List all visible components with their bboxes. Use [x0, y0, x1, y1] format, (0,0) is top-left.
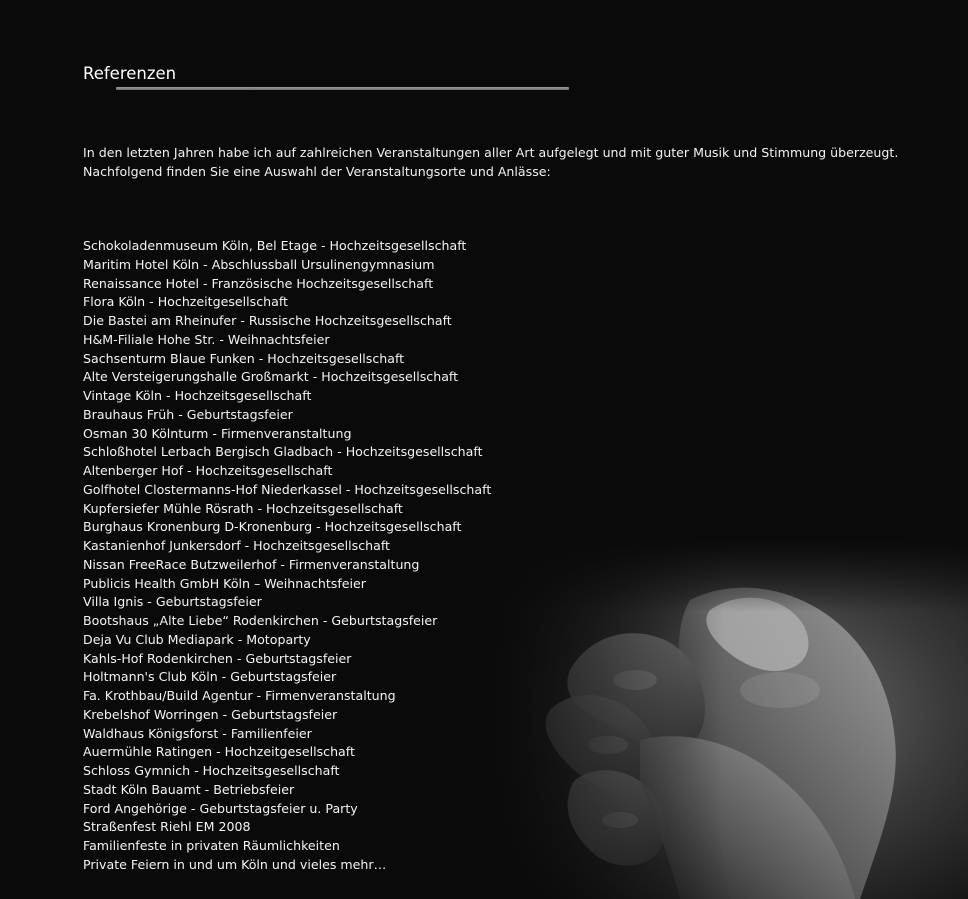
reference-item: Schokoladenmuseum Köln, Bel Etage - Hochzeitsgesellschaft [83, 238, 467, 253]
page-title: Referenzen [83, 64, 177, 83]
reference-item: Private Feiern in und um Köln und vieles mehr… [83, 856, 387, 872]
intro-text [83, 144, 923, 181]
hands-photo [480, 540, 968, 899]
reference-item: Kahls-Hof Rodenkirchen - Geburtstagsfeier [83, 650, 352, 666]
reference-item: Renaissance Hotel - Französische Hochzeitsgesellschaft [83, 275, 434, 291]
reference-item: Osman 30 Kölnturm - Firmenveranstaltung [83, 425, 352, 441]
reference-item: Bootshaus „Alte Liebe“ Rodenkirchen - Geburtstagsfeier [83, 613, 438, 628]
reference-item: Kastanienhof Junkersdorf - Hochzeitsgesellschaft [83, 538, 390, 553]
reference-item: Nissan FreeRace Butzweilerhof - Firmenveranstaltung [83, 556, 420, 572]
reference-item: Altenberger Hof - Hochzeitsgesellschaft [83, 463, 333, 478]
reference-list [83, 237, 491, 875]
reference-item: Sachsenturm Blaue Funken - Hochzeitsgesellschaft [83, 350, 405, 366]
reference-item: H&M-Filiale Hohe Str. - Weihnachtsfeier [83, 331, 330, 347]
reference-item: Holtmann's Club Köln - Geburtstagsfeier [83, 669, 337, 685]
intro-line-1: In den letzten Jahren habe ich auf zahlreichen Veranstaltungen aller Art aufgelegt und mit guter Musik und Stimmung überzeugt. [83, 145, 899, 160]
reference-item: Maritim Hotel Köln - Abschlussball Ursulinengymnasium [83, 256, 435, 272]
hands-photo-graphic [480, 540, 968, 899]
reference-item: Flora Köln - Hochzeitgesellschaft [83, 294, 288, 310]
reference-item: Deja Vu Club Mediapark - Motoparty [83, 631, 311, 647]
reference-item: Schloss Gymnich - Hochzeitsgesellschaft [83, 763, 340, 778]
reference-item: Krebelshof Worringen - Geburtstagsfeier [83, 706, 338, 722]
reference-item: Stadt Köln Bauamt - Betriebsfeier [83, 781, 295, 797]
reference-item: Die Bastei am Rheinufer - Russische Hochzeitsgesellschaft [83, 313, 452, 328]
reference-item: Villa Ignis - Geburtstagsfeier [83, 594, 262, 610]
reference-item: Schloßhotel Lerbach Bergisch Gladbach - Hochzeitsgesellschaft [83, 444, 483, 460]
reference-item: Fa. Krothbau/Build Agentur - Firmenveranstaltung [83, 688, 396, 703]
reference-item: Kupfersiefer Mühle Rösrath - Hochzeitsgesellschaft [83, 500, 403, 516]
reference-item: Alte Versteigerungshalle Großmarkt - Hochzeitsgesellschaft [83, 369, 459, 385]
reference-item: Auermühle Ratingen - Hochzeitgesellschaft [83, 744, 355, 760]
reference-item: Straßenfest Riehl EM 2008 [83, 819, 251, 835]
intro-line-2: Nachfolgend finden Sie eine Auswahl der Veranstaltungsorte und Anlässe: [83, 163, 551, 179]
reference-item: Familienfeste in privaten Räumlichkeiten [83, 838, 340, 853]
reference-item: Publicis Health GmbH Köln – Weihnachtsfeier [83, 575, 366, 591]
reference-item: Ford Angehörige - Geburtstagsfeier u. Party [83, 800, 358, 816]
reference-item: Burghaus Kronenburg D-Kronenburg - Hochzeitsgesellschaft [83, 519, 462, 535]
title-underline [116, 87, 569, 90]
reference-item: Golfhotel Clostermanns-Hof Niederkassel - Hochzeitsgesellschaft [83, 481, 492, 497]
reference-item: Brauhaus Früh - Geburtstagsfeier [83, 406, 293, 422]
reference-item: Vintage Köln - Hochzeitsgesellschaft [83, 388, 312, 403]
reference-item: Waldhaus Königsforst - Familienfeier [83, 725, 312, 741]
